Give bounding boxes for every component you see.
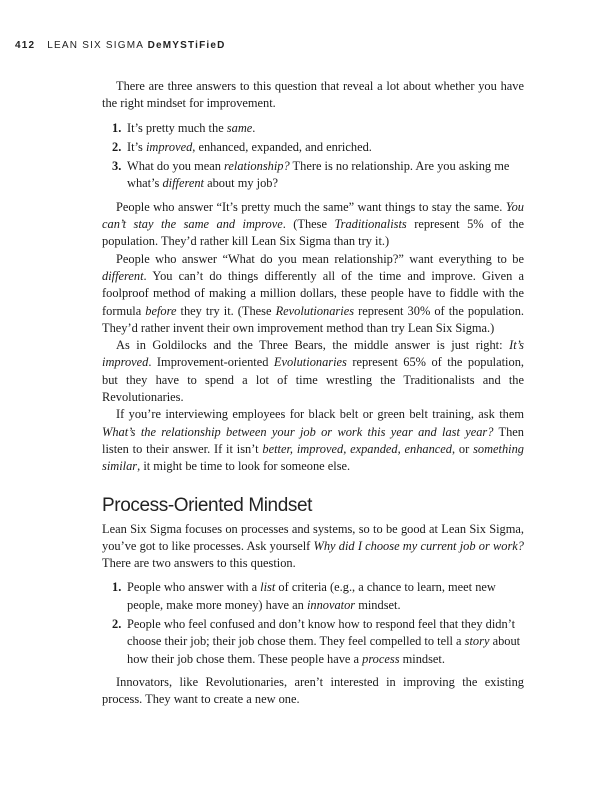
list-number: 2. <box>112 617 122 632</box>
book-title: LEAN SIX SIGMA <box>47 40 148 51</box>
section-heading: Process-Oriented Mindset <box>102 494 313 516</box>
traditionalists-paragraph: People who answer “It’s pretty much the same” want things to stay the same. You can’t stay the same and improve. (These Traditionalists represent 5% of the population. They’d rather kill Lean Six Sigma than try it.) <box>102 199 524 249</box>
revolutionaries-paragraph: People who answer “What do you mean relationship?” want everything to be different. You can’t do things differently all of the time and improve. Given a foolproof method of making a million dollars, these people have to fiddle with the formula before they try it. (These Revolutionaries represent 30% of the population. They’d rather invent their own improvement method than try Lean Six Sigma.) <box>102 251 524 335</box>
list-item: 3. What do you mean relationship? There is no relationship. Are you asking me what’s different about my job? <box>112 159 510 191</box>
mindset-list <box>102 579 524 667</box>
closing-paragraph: Innovators, like Revolutionaries, aren’t interested in improving the existing process. They want to create a new one. <box>102 674 524 707</box>
section-intro-paragraph: Lean Six Sigma focuses on processes and systems, so to be good at Lean Six Sigma, you’ve got to like processes. Ask yourself Why did I choose my current job or work? There are two answers to this question. <box>102 521 524 571</box>
list-number: 1. <box>112 580 122 595</box>
answers-list <box>102 120 524 193</box>
list-number: 2. <box>112 139 122 154</box>
list-number: 1. <box>112 120 122 135</box>
list-item: 2. It’s improved, enhanced, expanded, and enriched. <box>102 139 524 156</box>
evolutionaries-paragraph: As in Goldilocks and the Three Bears, the middle answer is just right: It’s improved. Improvement-oriented Evolutionaries represent 65% of the population, but they have to spend a lot of time wrestling the Traditionalists and the Revolutionaries. <box>102 338 524 405</box>
list-item: 1. It’s pretty much the same. <box>102 120 524 137</box>
series-title: DeMYSTiFieD <box>147 40 226 51</box>
page-body <box>102 78 524 709</box>
page-number: 412 <box>15 40 36 51</box>
running-head <box>15 40 226 51</box>
list-item: 1. People who answer with a list of criteria (e.g., a chance to learn, meet new people, make more money) have an innovator mindset. <box>112 580 496 612</box>
intro-paragraph: There are three answers to this question that reveal a lot about whether you have the right mindset for improvement. <box>102 79 524 111</box>
interview-paragraph: If you’re interviewing employees for black belt or green belt training, ask them What’s the relationship between your job or work this year and last year? Then listen to their answer. If it isn’t better, improved, expanded, enhanced, or something similar, it might be time to look for someone else. <box>102 407 524 474</box>
list-item: 2. People who feel confused and don’t know how to respond feel that they didn’t choose their job; their job chose them. They feel compelled to tell a story about how their job chose them. These people have a process mindset. <box>112 617 521 666</box>
list-number: 3. <box>112 159 122 174</box>
